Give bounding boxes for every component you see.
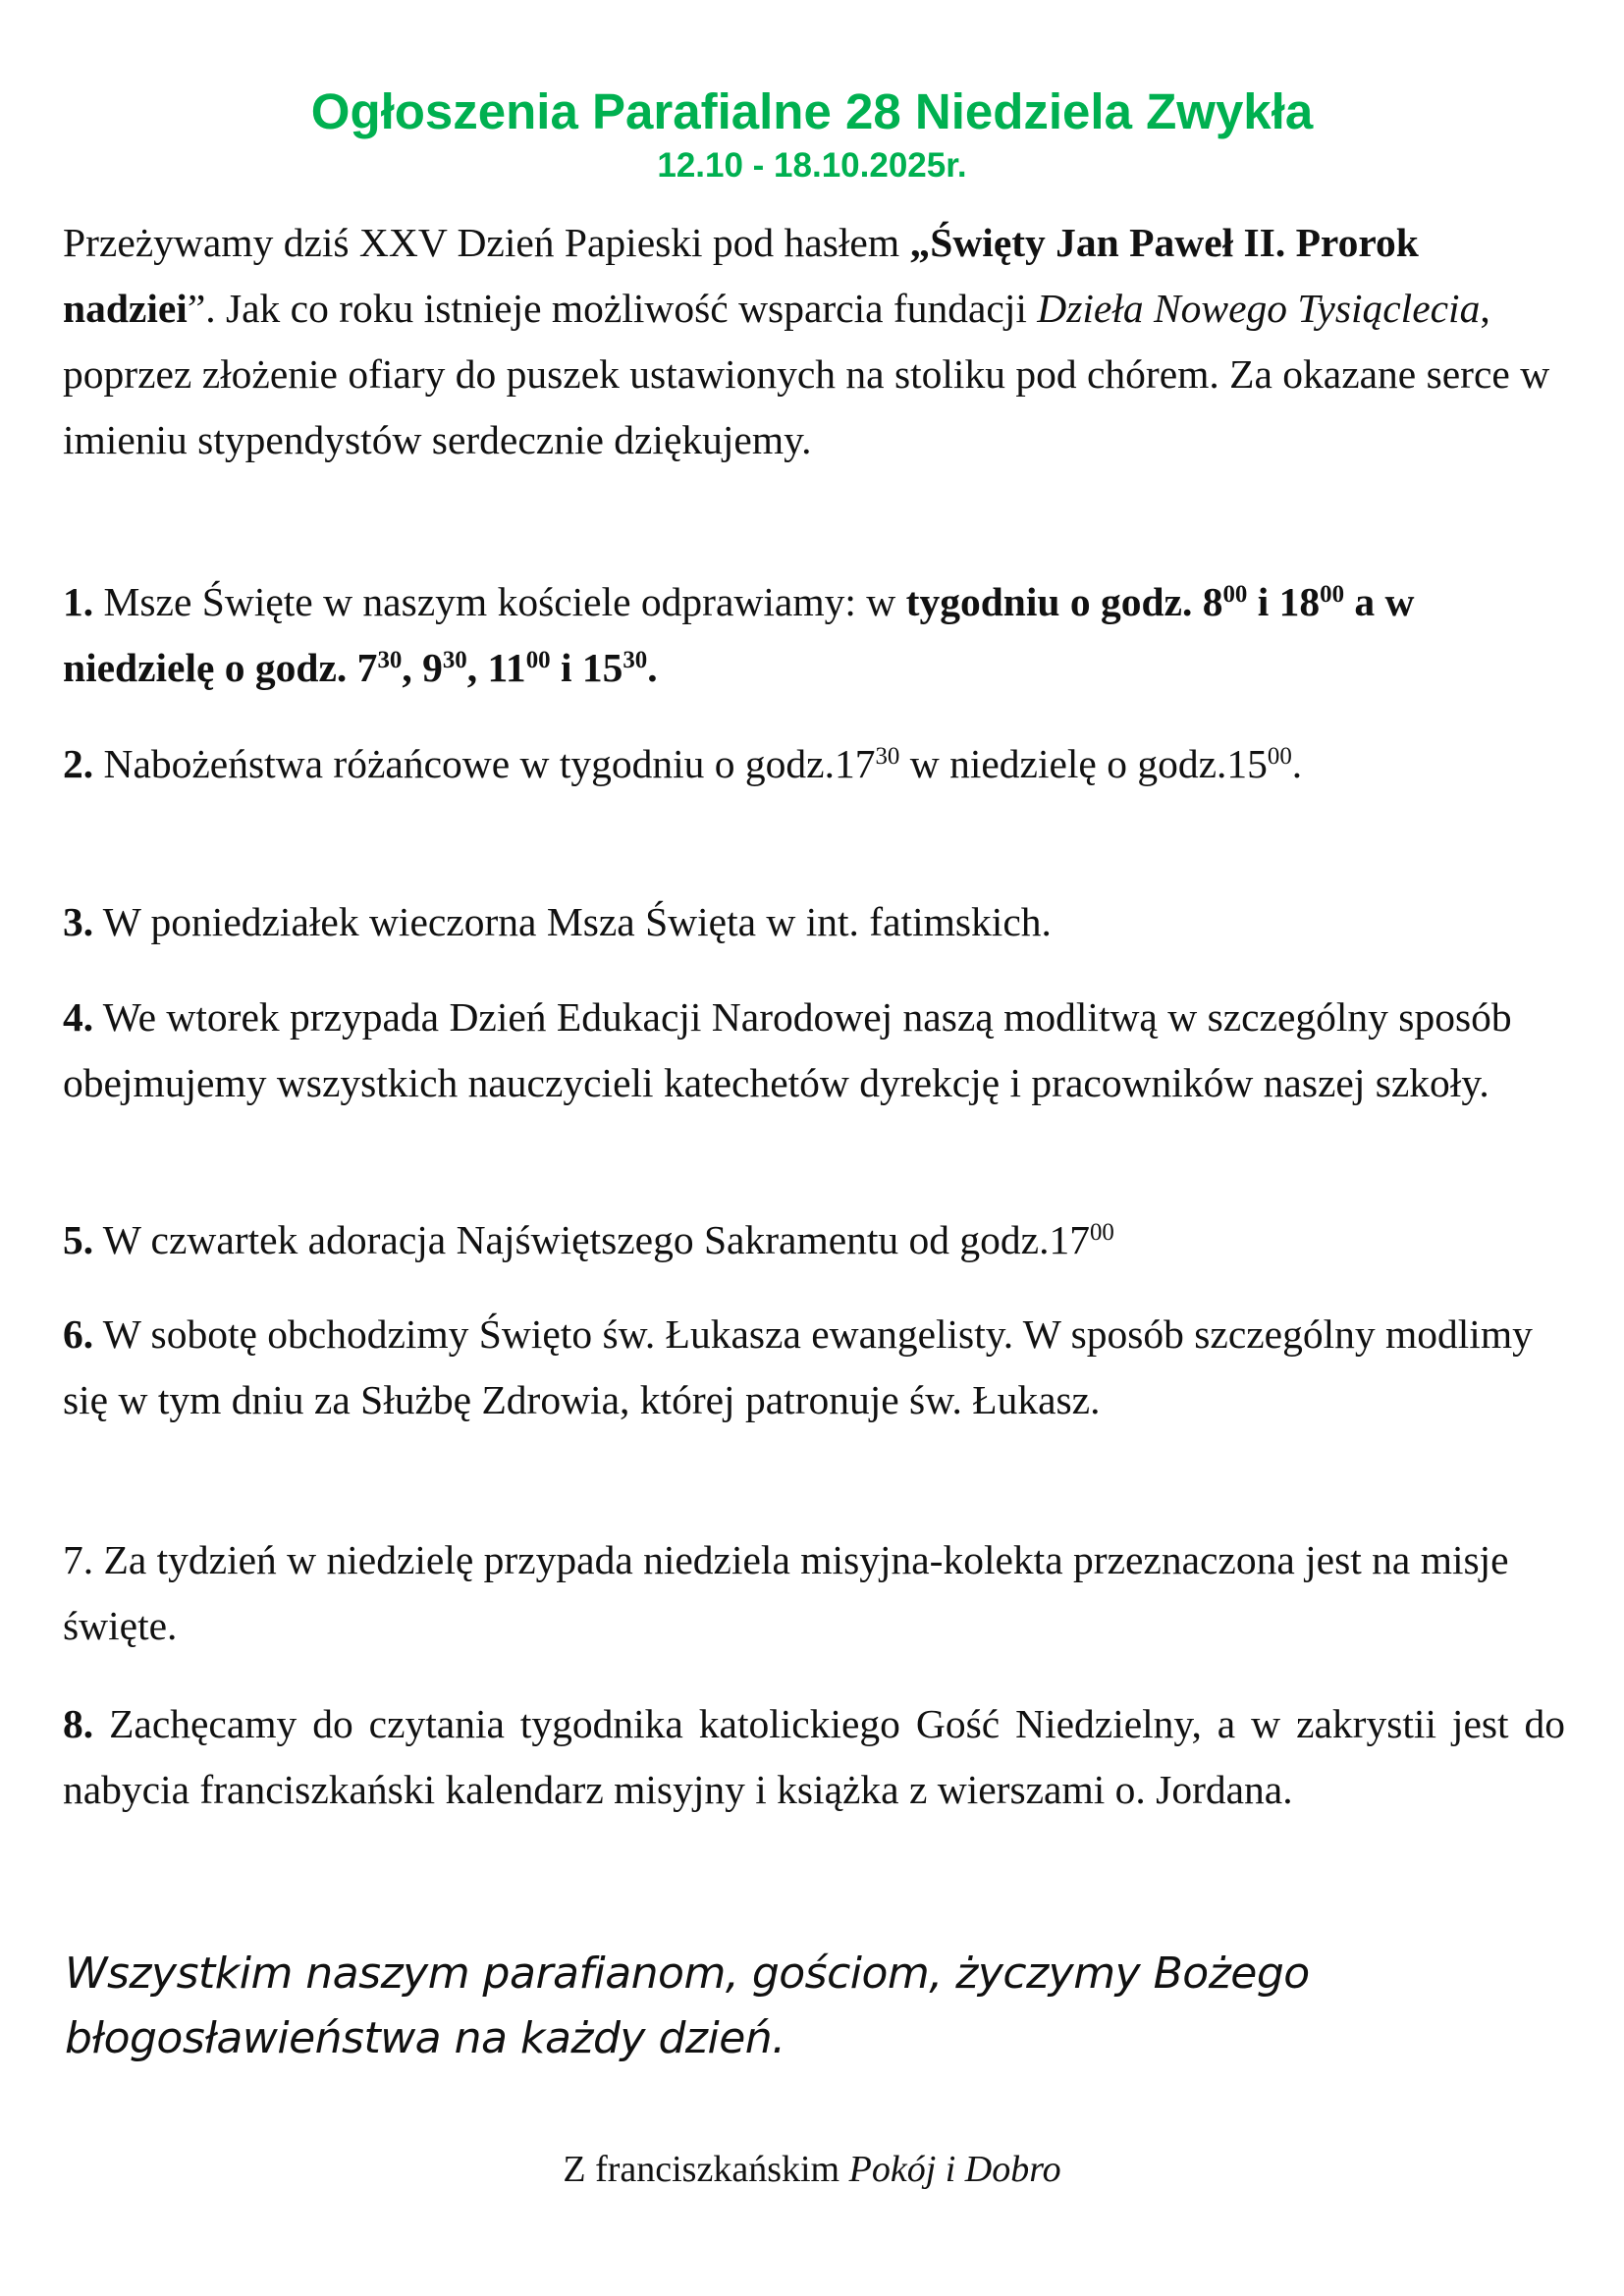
intro-text: ”. Jak co roku istnieje możliwość wsparcia fundacji [187,286,1038,331]
announcement-7 [63,1527,1565,1659]
announcement-5 [63,1207,1565,1273]
time-text: i 15 [550,645,623,690]
announcement-2 [63,731,1565,797]
intro-text: , poprzez złożenie ofiary do puszek ustawionych na stoliku pod chórem. Za okazane serce w imieniu stypendystów serdecznie dziękujemy. [63,286,1550,462]
announcement-number: 5. [63,1217,94,1262]
announcement-text: W sobotę obchodzimy Święto św. Łukasza ewangelisty. W sposób szczególny modlimy się w tym dniu za Służbę Zdrowia, której patronuje św. Łukasz. [63,1311,1533,1422]
announcement-1 [63,569,1565,701]
minutes: 30 [377,647,403,674]
announcement-number: 1. [63,579,94,624]
intro-paragraph [63,210,1565,473]
foundation-name: Dzieła Nowego Tysiąclecia [1037,286,1481,331]
closing-wishes: Wszystkim naszym parafianom, gościom, życzymy Bożego błogosławieństwa na każdy dzień. [65,1949,1310,2063]
announcement-text: Zachęcamy do czytania tygodnika katolickiego Gość Niedzielny, a w zakrystii jest do nabycia franciszkański kalendarz misyjny i książka z wierszami o. Jordana. [63,1701,1565,1812]
time-text: , 11 [466,645,526,690]
announcement-number: 2. [63,741,94,786]
date-range: 12.10 - 18.10.2025r. [657,146,967,185]
announcement-number: 7. [63,1537,94,1582]
minutes: 00 [1222,581,1248,609]
papal-day-motto: „Święty Jan Paweł II. Prorok nadziei [63,220,1419,331]
announcement-text: Za tydzień w niedzielę przypada niedziela misyjna-kolekta przeznaczona jest na misje święte. [63,1537,1509,1648]
announcement-text: W poniedziałek wieczorna Msza Święta w int. fatimskich. [93,899,1052,944]
minutes: 00 [1267,743,1292,771]
time-text: . [647,645,658,690]
announcement-6 [63,1302,1565,1433]
announcement-8 [63,1691,1565,1823]
announcement-4 [63,985,1565,1116]
minutes: 00 [1089,1219,1114,1247]
announcement-text: W czwartek adoracja Najświętszego Sakramentu od godz.17 [93,1217,1090,1262]
time-text: tygodniu o godz. 8 [905,579,1223,624]
signoff [0,2146,1624,2193]
announcement-text: We wtorek przypada Dzień Edukacji Narodowej naszą modlitwą w szczególny sposób obejmujemy wszystkich nauczycieli katechetów dyrekcję i pracowników naszej szkoły. [63,994,1512,1105]
announcement-number: 8. [63,1701,94,1746]
announcement-number: 3. [63,899,94,944]
announcement-3 [63,889,1565,955]
minutes: 00 [525,647,551,674]
announcement-text: . [1291,741,1303,786]
time-text: , 9 [402,645,443,690]
time-text: a w niedzielę o godz. 7 [63,579,1415,690]
minutes: 30 [875,743,900,771]
announcement-text: Msze Święte w naszym kościele odprawiamy: w [93,579,906,624]
time-text: i 18 [1247,579,1321,624]
minutes: 00 [1320,581,1345,609]
intro-text: Przeżywamy dziś XXV Dzień Papieski pod hasłem [63,220,910,265]
minutes: 30 [623,647,648,674]
announcement-text: w niedzielę o godz.15 [899,741,1268,786]
announcement-number: 6. [63,1311,94,1357]
announcement-text: Nabożeństwa różańcowe w tygodniu o godz.17 [93,741,876,786]
signoff-text: Z franciszkańskim [563,2149,849,2190]
announcement-number: 4. [63,994,94,1040]
signoff-motto: Pokój i Dobro [848,2149,1061,2190]
page-title: Ogłoszenia Parafialne 28 Niedziela Zwykła [310,83,1314,139]
minutes: 30 [442,647,467,674]
